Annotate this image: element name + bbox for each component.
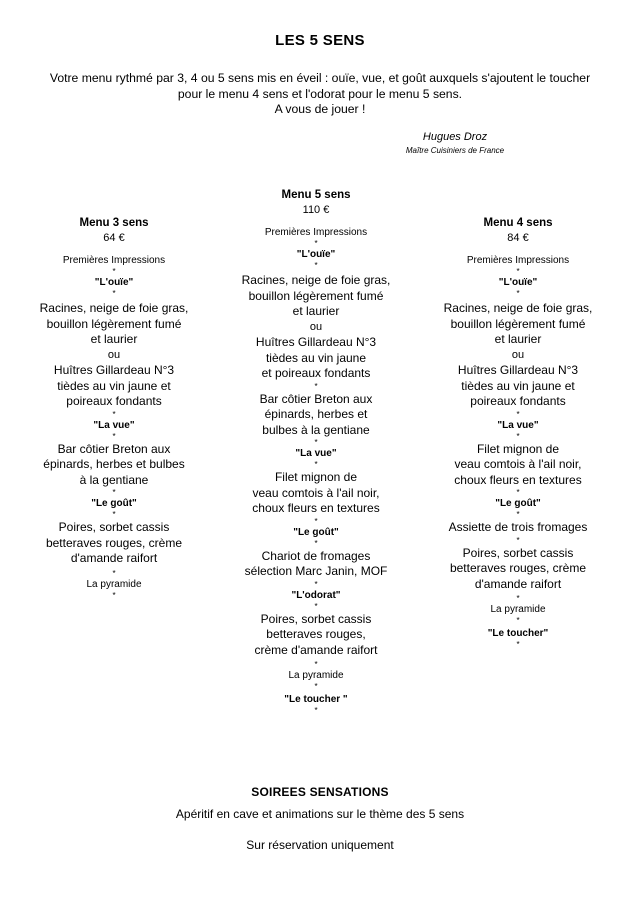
dish-line: Huîtres Gillardeau N°3 — [255, 335, 377, 349]
dish-line: crème d'amande raifort — [254, 642, 378, 657]
dish-line: Filet mignon de — [274, 470, 358, 484]
separator-star: * — [516, 616, 520, 625]
separator-star: * — [516, 267, 520, 276]
separator-star: * — [516, 535, 520, 545]
separator-star: * — [516, 289, 520, 298]
dish-line: et laurier — [90, 332, 138, 346]
footer-description: Apéritif en cave et animations sur le thème des 5 sens — [175, 807, 465, 821]
course-heading-gout: "Le goût" — [495, 498, 541, 509]
menu-3-sens — [24, 216, 204, 601]
separator-star: * — [314, 460, 318, 469]
dish-line: et laurier — [494, 332, 542, 346]
separator-star: * — [112, 267, 116, 276]
separator-star: * — [516, 409, 520, 419]
dish-line: Assiette de trois fromages — [448, 520, 588, 534]
dish-line: d'amande raifort — [70, 551, 158, 565]
dish-main — [226, 470, 406, 517]
dish-line: sélection Marc Janin, MOF — [244, 564, 388, 578]
course-premieres-impressions: Premières Impressions — [264, 227, 368, 238]
dish-line: et laurier — [292, 304, 340, 318]
dish-line: Chariot de fromages — [261, 548, 371, 563]
separator-star: * — [112, 289, 116, 298]
intro-line-1: Votre menu rythmé par 3, 4 ou 5 sens mis en éveil : ouïe, vue, et goût auxquels s'ajoutent le toucher — [49, 71, 591, 85]
dish-line: choux fleurs en textures — [454, 472, 582, 487]
separator-star: * — [516, 640, 520, 649]
dish-line: Huîtres Gillardeau N°3 — [457, 363, 579, 377]
dish-starter — [428, 301, 608, 410]
dish-line: betteraves rouges, crème — [45, 535, 183, 550]
dish-line: Bar côtier Breton aux — [57, 441, 171, 456]
separator-star: * — [314, 381, 318, 391]
course-heading-gout: "Le goût" — [91, 498, 137, 509]
dish-starter — [226, 273, 406, 382]
dish-line: betteraves rouges, crème — [449, 561, 587, 575]
course-heading-ouie: "L'ouïe" — [94, 277, 134, 288]
dish-line: Huîtres Gillardeau N°3 — [53, 363, 175, 377]
separator-star: * — [112, 409, 116, 419]
dish-line: ou — [309, 320, 323, 333]
dish-line: poireaux fondants — [66, 394, 162, 408]
separator-star: * — [112, 510, 116, 519]
course-heading-gout: "Le goût" — [293, 526, 339, 538]
dish-line: Poires, sorbet cassis — [58, 520, 170, 534]
dish-line: Racines, neige de foie gras, — [39, 301, 189, 315]
dish-line: tièdes au vin jaune et — [461, 378, 575, 393]
separator-star: * — [314, 239, 318, 248]
menu-name: Menu 5 sens — [281, 189, 351, 201]
dish-line: tièdes au vin jaune et — [57, 378, 171, 393]
dish-line: ou — [107, 348, 121, 361]
dish-line: choux fleurs en textures — [252, 501, 380, 515]
separator-star: * — [314, 579, 318, 589]
course-pyramide: La pyramide — [86, 578, 142, 590]
menu-5-sens — [226, 188, 406, 716]
separator-star: * — [314, 706, 318, 715]
dish-line: bouillon légèrement fumé — [248, 288, 384, 303]
dish-line: bouillon légèrement fumé — [450, 316, 586, 331]
footer-title: SOIREES SENSATIONS — [251, 785, 389, 799]
dish-line: poireaux fondants — [470, 394, 566, 408]
dish-line: Filet mignon de — [476, 441, 560, 456]
dish-fish — [226, 392, 406, 439]
course-heading-ouie: "L'ouïe" — [498, 277, 538, 288]
page-title: LES 5 SENS — [275, 32, 365, 49]
menu-name: Menu 4 sens — [483, 217, 553, 229]
dish-main — [24, 442, 204, 489]
dish-line: épinards, herbes et — [264, 407, 368, 421]
separator-star: * — [112, 568, 116, 578]
chef-name: Hugues Droz — [422, 131, 488, 143]
course-pyramide: La pyramide — [490, 604, 546, 615]
dish-line: tièdes au vin jaune — [265, 350, 367, 365]
dish-line: veau comtois à l'ail noir, — [454, 457, 582, 471]
menu-name: Menu 3 sens — [79, 217, 149, 229]
intro-line-3: A vous de jouer ! — [274, 102, 366, 116]
course-heading-odorat: "L'odorat" — [291, 589, 341, 601]
dish-cheese — [226, 549, 406, 580]
separator-star: * — [516, 510, 520, 519]
separator-star: * — [516, 431, 520, 441]
menu-4-sens — [428, 216, 608, 650]
intro-line-2: pour le menu 4 sens et l'odorat pour le menu 5 sens. — [177, 86, 463, 101]
dish-dessert — [24, 520, 204, 567]
dish-line: ou — [511, 348, 525, 361]
course-heading-vue: "La vue" — [497, 419, 539, 431]
menu-price: 110 € — [302, 204, 330, 216]
intro-text — [20, 71, 620, 118]
course-premieres-impressions: Premières Impressions — [62, 255, 166, 266]
dish-line: épinards, herbes et bulbes — [43, 457, 185, 471]
chef-title: Maître Cuisiniers de France — [405, 146, 505, 155]
dish-line: bulbes à la gentiane — [262, 422, 370, 437]
separator-star: * — [314, 438, 318, 447]
dish-line: Poires, sorbet cassis — [462, 545, 574, 560]
separator-star: * — [314, 601, 318, 611]
separator-star: * — [516, 488, 520, 497]
menu-price: 84 € — [507, 232, 529, 244]
separator-star: * — [314, 682, 318, 691]
dish-dessert — [226, 612, 406, 659]
separator-star: * — [112, 431, 116, 441]
dish-line: d'amande raifort — [474, 576, 562, 591]
dish-line: veau comtois à l'ail noir, — [252, 485, 380, 500]
dish-starter — [24, 301, 204, 410]
separator-star: * — [314, 538, 318, 548]
separator-star: * — [112, 590, 116, 600]
course-heading-vue: "La vue" — [295, 448, 337, 459]
dish-line: Poires, sorbet cassis — [260, 611, 372, 626]
dish-line: bouillon légèrement fumé — [46, 316, 182, 331]
dish-line: Racines, neige de foie gras, — [241, 273, 391, 287]
separator-star: * — [314, 660, 318, 669]
footer-reservation-note: Sur réservation uniquement — [246, 838, 394, 852]
menu-price: 64 € — [103, 232, 125, 244]
dish-line: à la gentiane — [79, 472, 149, 487]
course-heading-vue: "La vue" — [93, 419, 135, 431]
course-premieres-impressions: Premières Impressions — [466, 255, 570, 266]
course-heading-toucher: "Le toucher " — [284, 694, 348, 705]
dish-line: Racines, neige de foie gras, — [443, 301, 593, 315]
chef-signature — [380, 131, 530, 156]
separator-star: * — [314, 516, 318, 526]
separator-star: * — [112, 488, 116, 497]
dish-dessert — [428, 546, 608, 593]
dish-line: et poireaux fondants — [261, 366, 371, 380]
dish-line: betteraves rouges, — [266, 627, 366, 641]
course-heading-toucher: "Le toucher" — [487, 628, 549, 639]
course-heading-ouie: "L'ouïe" — [296, 249, 336, 260]
dish-main — [428, 442, 608, 489]
separator-star: * — [516, 594, 520, 603]
course-pyramide: La pyramide — [288, 670, 344, 681]
dish-cheese — [428, 520, 608, 536]
dish-line: Bar côtier Breton aux — [259, 391, 373, 406]
separator-star: * — [314, 261, 318, 270]
